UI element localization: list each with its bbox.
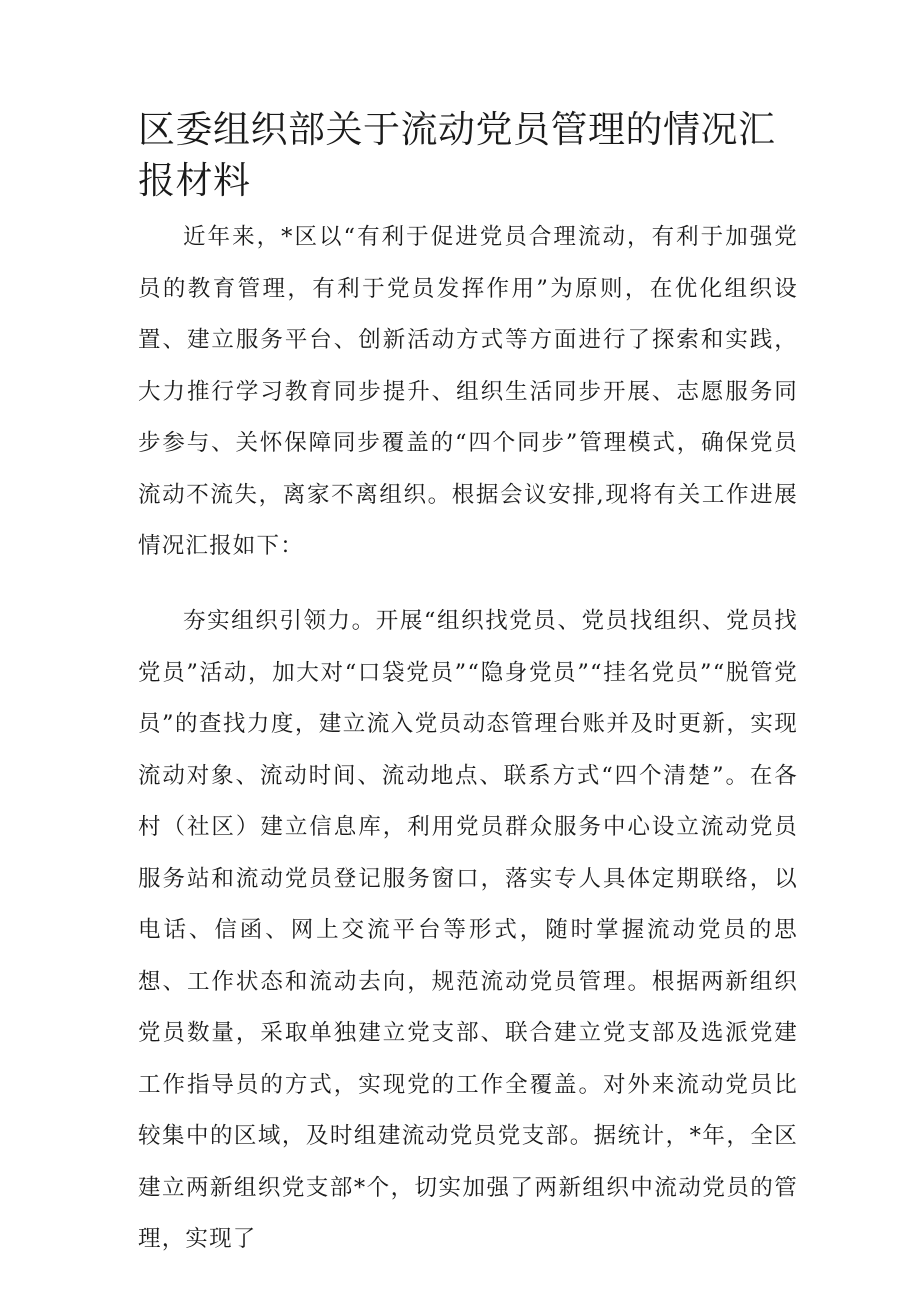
body-paragraph: 夯实组织引领力。开展“组织找党员、党员找组织、党员找党员”活动，加大对“口袋党员”“隐身党员”“挂名党员”“脱管党员”的查找力度，建立流入党员动态管理台账并及时更新，实现流动对象、流动时间、流动地点、联系方式“四个清楚”。在各村（社区）建立信息库，利用党员群众服务中心设立流动党员服务站和流动党员登记服务窗口，落实专人具体定期联络，以电话、信函、网上交流平台等形式，随时掌握流动党员的思想、工作状态和流动去向，规范流动党员管理。根据两新组织党员数量，采取单独建立党支部、联合建立党支部及选派党建工作指导员的方式，实现党的工作全覆盖。对外来流动党员比较集中的区域，及时组建流动党员党支部。据统计，*年，全区建立两新组织党支部*个，切实加强了两新组织中流动党员的管理，实现了 <box>138 608 798 1252</box>
document-title: 区委组织部关于流动党员管理的情况汇报材料 <box>138 108 776 202</box>
intro-paragraph: 近年来，*区以“有利于促进党员合理流动，有利于加强党员的教育管理，有利于党员发挥作用”为原则，在优化组织设置、建立服务平台、创新活动方式等方面进行了探索和实践，大力推行学习教育同步提升、组织生活同步开展、志愿服务同步参与、关怀保障同步覆盖的“四个同步”管理模式，确保党员流动不流失，离家不离组织。根据会议安排,现将有关工作进展情况汇报如下： <box>138 224 798 559</box>
